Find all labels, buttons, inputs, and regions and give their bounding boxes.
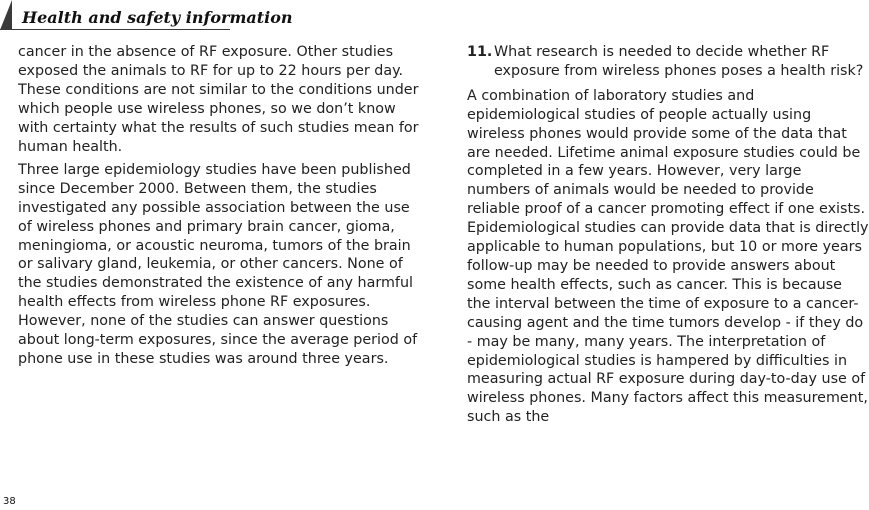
right-column xyxy=(467,43,869,432)
question-text: What research is needed to decide whether RF exposure from wireless phones poses a health risk? xyxy=(494,44,864,79)
header-rule xyxy=(0,29,230,30)
answer-paragraph: A combination of laboratory studies and epidemiological studies of people actually using wireless phones would provide some of the data that are needed. Lifetime animal exposure studies could be completed in a few years. However, very large numbers of animals would be needed to provide reliable proof of a cancer promoting effect if one exists. Epidemiological studies can provide data that is directly applicable to human populations, but 10 or more years follow-up may be needed to provide answers about some health effects, such as cancer. This is because the interval between the time of exposure to a cancer-causing agent and the time tumors develop - if they do - may be many, many years. The interpretation of epidemiological studies is hampered by difficulties in measuring actual RF exposure during day-to-day use of wireless phones. Many factors affect this measurement, such as the xyxy=(467,87,869,426)
page-number: 38 xyxy=(3,496,16,507)
page-header-title: Health and safety information xyxy=(22,8,293,27)
question-number: 11. xyxy=(467,44,493,60)
left-column xyxy=(18,43,426,373)
question-block xyxy=(467,43,869,81)
paragraph-rf-exposure-studies: cancer in the absence of RF exposure. Other studies exposed the animals to RF for up to 22 hours per day. These conditions are not similar to the conditions under which people use wireless phones, so we don’t know with certainty what the results of such studies mean for human health. xyxy=(18,44,419,155)
paragraph-epidemiology-studies: Three large epidemiology studies have been published since December 2000. Between them, the studies investigated any possible association between the use of wireless phones and primary brain cancer, gioma, meningioma, or acoustic neuroma, tumors of the brain or salivary gland, leukemia, or other cancers. None of the studies demonstrated the existence of any harmful health effects from wireless phone RF exposures. However, none of the studies can answer questions about long-term exposures, since the average period of phone use in these studies was around three years. xyxy=(18,161,418,367)
header-accent-bar xyxy=(0,0,12,30)
